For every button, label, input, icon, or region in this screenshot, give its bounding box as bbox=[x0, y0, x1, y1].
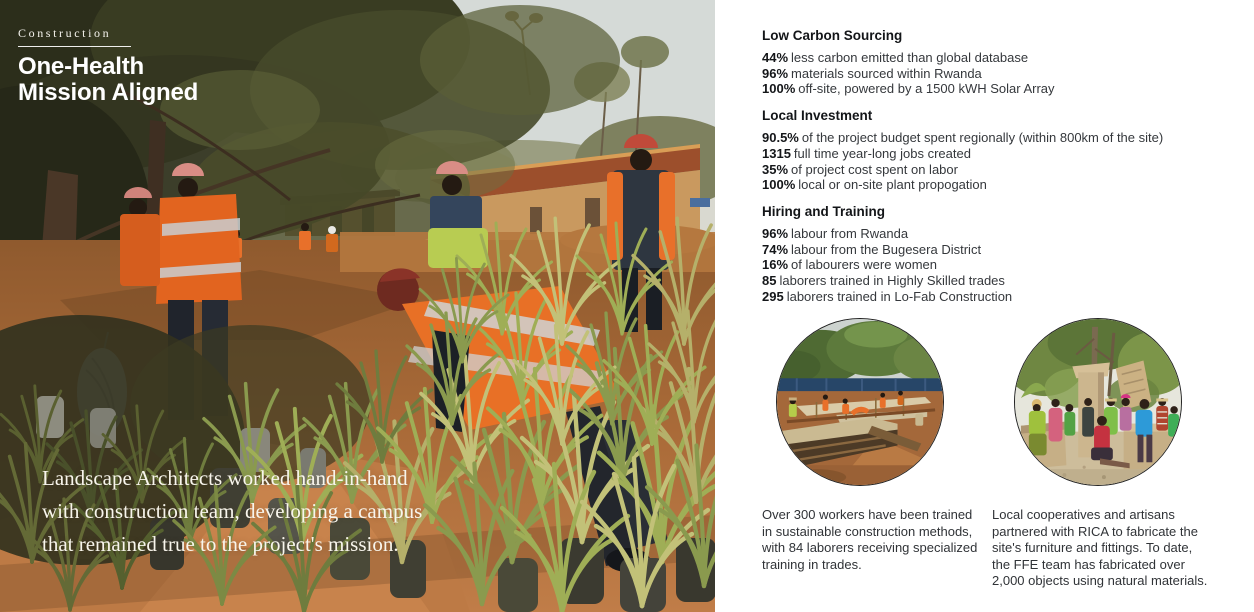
caption-line: with 84 laborers receiving specialized bbox=[762, 540, 978, 555]
stat-text: of labourers were women bbox=[791, 257, 937, 273]
stat-line bbox=[762, 146, 1242, 162]
stats-section-low-carbon bbox=[762, 29, 1242, 97]
page-title-line-2: Mission Aligned bbox=[18, 79, 199, 106]
figure-caption-construction bbox=[762, 507, 990, 573]
stat-line bbox=[762, 130, 1242, 146]
stats-section-hiring-training bbox=[762, 205, 1242, 305]
stat-text: laborers trained in Lo-Fab Construction bbox=[786, 288, 1013, 304]
construction-training-photo bbox=[776, 318, 944, 486]
stat-line bbox=[762, 50, 1242, 66]
overlay-line: with construction team, developing a campus bbox=[42, 499, 423, 523]
stat-line bbox=[762, 226, 1242, 242]
stat-text: full time year-long jobs created bbox=[793, 145, 971, 161]
caption-line: 2,000 objects using natural materials. bbox=[992, 573, 1208, 588]
stat-text: less carbon emitted than global database bbox=[791, 50, 1029, 65]
caption-line: the FFE team has fabricated over bbox=[992, 556, 1185, 572]
stat-line bbox=[762, 242, 1242, 258]
stats-section-heading: Hiring and Training bbox=[762, 203, 886, 219]
artisans-photo bbox=[1014, 318, 1182, 486]
stat-value: 85 bbox=[762, 273, 777, 289]
caption-line: site's furniture and fittings. To date, bbox=[992, 540, 1193, 555]
stat-value: 90.5% bbox=[762, 130, 799, 146]
overlay-line: that remained true to the project's mission. bbox=[42, 532, 399, 556]
stat-value: 100% bbox=[762, 81, 796, 97]
stat-value: 74% bbox=[762, 241, 789, 257]
stat-value: 295 bbox=[762, 288, 784, 304]
section-eyebrow: Construction bbox=[18, 26, 131, 47]
stat-value: 100% bbox=[762, 177, 796, 193]
stat-text: labour from the Bugesera District bbox=[791, 241, 982, 257]
caption-line: in sustainable construction methods, bbox=[762, 523, 973, 539]
overlay-line: Landscape Architects worked hand-in-hand bbox=[42, 466, 408, 490]
page-title bbox=[18, 54, 198, 106]
stat-line bbox=[762, 162, 1242, 178]
stat-text: of project cost spent on labor bbox=[791, 161, 958, 177]
stat-value: 35% bbox=[762, 161, 789, 177]
stats-section-local-investment bbox=[762, 109, 1242, 193]
page-title-line-1: One-Health bbox=[18, 53, 145, 80]
stat-line bbox=[762, 177, 1242, 193]
figure-caption-artisans bbox=[992, 507, 1228, 590]
stat-text: labour from Rwanda bbox=[791, 225, 909, 241]
stats-panel bbox=[762, 29, 1242, 316]
hero-header bbox=[18, 24, 198, 106]
stat-line bbox=[762, 289, 1242, 305]
stat-text: of the project budget spent regionally (within 800km of the site) bbox=[801, 130, 1164, 146]
construction-training-illustration bbox=[777, 319, 943, 485]
stat-value: 16% bbox=[762, 257, 789, 273]
caption-line: Local cooperatives and artisans bbox=[992, 507, 1175, 522]
stat-text: off-site, powered by a 1500 kWH Solar Array bbox=[798, 81, 1055, 97]
stat-text: materials sourced within Rwanda bbox=[791, 65, 982, 81]
stat-text: local or on-site plant propogation bbox=[798, 177, 987, 193]
stats-section-heading: Low Carbon Sourcing bbox=[762, 28, 903, 43]
stat-text: laborers trained in Highly Skilled trades bbox=[779, 273, 1005, 289]
caption-line: partnered with RICA to fabricate the bbox=[992, 523, 1198, 539]
stat-line bbox=[762, 66, 1242, 82]
caption-line: Over 300 workers have been trained bbox=[762, 507, 973, 522]
photo-overlay-caption bbox=[42, 462, 422, 561]
stat-line bbox=[762, 273, 1242, 289]
stat-line bbox=[762, 81, 1242, 97]
stats-section-heading: Local Investment bbox=[762, 108, 873, 124]
caption-line: training in trades. bbox=[762, 556, 862, 572]
stat-value: 44% bbox=[762, 50, 789, 65]
stat-value: 96% bbox=[762, 65, 789, 81]
stat-value: 1315 bbox=[762, 145, 791, 161]
stat-value: 96% bbox=[762, 225, 789, 241]
stat-line bbox=[762, 257, 1242, 273]
artisans-illustration bbox=[1015, 319, 1181, 485]
